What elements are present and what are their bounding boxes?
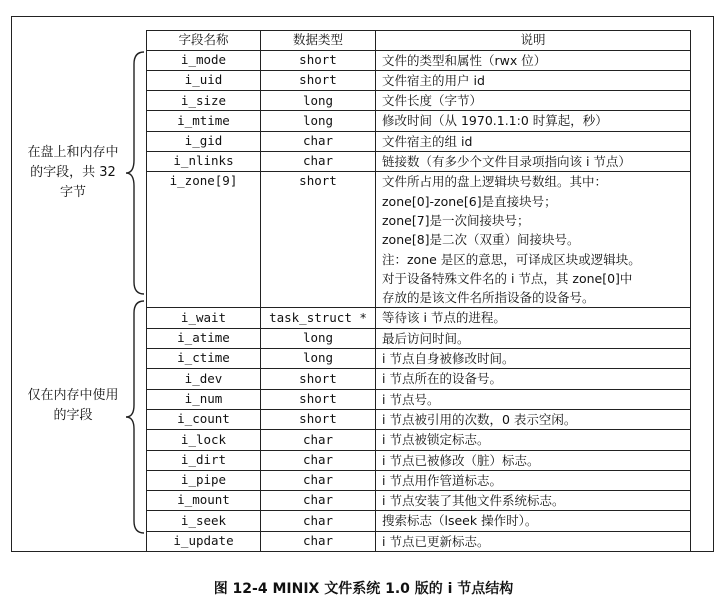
description-line: i 节点号。 bbox=[382, 391, 440, 407]
mem-group-label-line: 仅在内存中使用 bbox=[27, 388, 119, 403]
table-row bbox=[147, 430, 691, 450]
data-type-cell: short bbox=[261, 50, 376, 70]
table-row bbox=[147, 369, 691, 389]
field-name-cell: i_update bbox=[147, 531, 261, 551]
description-cell bbox=[376, 328, 691, 348]
table-row bbox=[147, 172, 691, 308]
description-line: i 节点已被修改（脏）标志。 bbox=[382, 452, 540, 468]
figure-caption: 图 12-4 MINIX 文件系统 1.0 版的 i 节点结构 bbox=[213, 581, 514, 597]
mem-group-brace bbox=[124, 299, 146, 535]
table-row bbox=[147, 152, 691, 172]
field-name-cell: i_count bbox=[147, 409, 261, 429]
description-line: 注：zone 是区的意思，可译成区块或逻辑块。 bbox=[382, 251, 641, 267]
field-name-cell: i_size bbox=[147, 91, 261, 111]
data-type-cell: long bbox=[261, 91, 376, 111]
description-cell bbox=[376, 430, 691, 450]
data-type-cell: task_struct * bbox=[261, 308, 376, 328]
description-cell bbox=[376, 531, 691, 551]
description-line: i 节点用作管道标志。 bbox=[382, 472, 502, 488]
table-row bbox=[147, 91, 691, 111]
field-name-cell: i_zone[9] bbox=[147, 172, 261, 308]
field-name-cell: i_mtime bbox=[147, 111, 261, 131]
table-row bbox=[147, 308, 691, 328]
description-line: 文件宿主的组 id bbox=[382, 133, 473, 149]
column-header-type: 数据类型 bbox=[261, 31, 376, 51]
table-row bbox=[147, 389, 691, 409]
mem-group-label-line: 的字段 bbox=[53, 408, 93, 423]
data-type-cell: char bbox=[261, 450, 376, 470]
data-type-cell: long bbox=[261, 328, 376, 348]
data-type-cell: char bbox=[261, 131, 376, 151]
description-cell bbox=[376, 152, 691, 172]
description-line: 文件宿主的用户 id bbox=[382, 72, 485, 88]
description-cell bbox=[376, 111, 691, 131]
table-row bbox=[147, 131, 691, 151]
description-cell bbox=[376, 91, 691, 111]
field-name-cell: i_nlinks bbox=[147, 152, 261, 172]
inode-structure-table bbox=[146, 30, 691, 552]
table-body bbox=[147, 50, 691, 551]
description-line: i 节点安装了其他文件系统标志。 bbox=[382, 493, 565, 509]
disk-group-label bbox=[18, 143, 128, 203]
description-line: 文件长度（字节） bbox=[382, 93, 483, 109]
data-type-cell: short bbox=[261, 409, 376, 429]
disk-group-brace bbox=[124, 50, 146, 296]
description-line: 链接数（有多少个文件目录项指向该 i 节点） bbox=[382, 154, 631, 170]
data-type-cell: char bbox=[261, 491, 376, 511]
description-line: 文件所占用的盘上逻辑块号数组。其中： bbox=[382, 174, 608, 190]
field-name-cell: i_num bbox=[147, 389, 261, 409]
table-row bbox=[147, 328, 691, 348]
description-cell bbox=[376, 450, 691, 470]
data-type-cell: char bbox=[261, 511, 376, 531]
column-header-description: 说明 bbox=[376, 31, 691, 51]
description-line: 等待该 i 节点的进程。 bbox=[382, 310, 506, 326]
description-line: 对于设备特殊文件名的 i 节点，其 zone[0]中 bbox=[382, 270, 633, 286]
description-line: zone[0]-zone[6]是直接块号； bbox=[382, 193, 557, 209]
table-row bbox=[147, 450, 691, 470]
table-header-row bbox=[147, 31, 691, 51]
field-name-cell: i_dirt bbox=[147, 450, 261, 470]
table-row bbox=[147, 349, 691, 369]
table-row bbox=[147, 111, 691, 131]
field-name-cell: i_atime bbox=[147, 328, 261, 348]
description-cell bbox=[376, 409, 691, 429]
table-row bbox=[147, 50, 691, 70]
description-cell bbox=[376, 172, 691, 308]
description-line: i 节点自身被修改时间。 bbox=[382, 351, 515, 367]
description-cell bbox=[376, 511, 691, 531]
field-name-cell: i_wait bbox=[147, 308, 261, 328]
table-row bbox=[147, 409, 691, 429]
field-name-cell: i_ctime bbox=[147, 349, 261, 369]
field-name-cell: i_gid bbox=[147, 131, 261, 151]
description-line: zone[8]是二次（双重）间接块号。 bbox=[382, 232, 580, 248]
description-cell bbox=[376, 369, 691, 389]
description-line: 文件的类型和属性（rwx 位） bbox=[382, 52, 547, 68]
description-cell bbox=[376, 389, 691, 409]
column-header-name: 字段名称 bbox=[147, 31, 261, 51]
description-cell bbox=[376, 70, 691, 90]
description-line: i 节点被引用的次数，0 表示空闲。 bbox=[382, 411, 577, 427]
description-cell bbox=[376, 349, 691, 369]
data-type-cell: long bbox=[261, 349, 376, 369]
disk-group-label-line: 的字段，共 32 bbox=[30, 165, 116, 180]
field-name-cell: i_uid bbox=[147, 70, 261, 90]
disk-group-label-line: 字节 bbox=[59, 185, 86, 200]
table-row bbox=[147, 491, 691, 511]
field-name-cell: i_pipe bbox=[147, 470, 261, 490]
field-name-cell: i_dev bbox=[147, 369, 261, 389]
table-row bbox=[147, 531, 691, 551]
description-cell bbox=[376, 50, 691, 70]
description-cell bbox=[376, 131, 691, 151]
table-row bbox=[147, 511, 691, 531]
data-type-cell: char bbox=[261, 430, 376, 450]
description-cell bbox=[376, 308, 691, 328]
field-name-cell: i_seek bbox=[147, 511, 261, 531]
description-cell bbox=[376, 491, 691, 511]
data-type-cell: short bbox=[261, 389, 376, 409]
data-type-cell: char bbox=[261, 531, 376, 551]
description-line: 搜索标志（lseek 操作时）。 bbox=[382, 513, 538, 529]
table-row bbox=[147, 70, 691, 90]
data-type-cell: char bbox=[261, 152, 376, 172]
mem-group-label bbox=[18, 386, 128, 426]
data-type-cell: short bbox=[261, 172, 376, 308]
description-line: 最后访问时间。 bbox=[382, 330, 470, 346]
data-type-cell: long bbox=[261, 111, 376, 131]
disk-group-label-line: 在盘上和内存中 bbox=[27, 145, 119, 160]
table-row bbox=[147, 470, 691, 490]
description-line: 存放的是该文件名所指设备的设备号。 bbox=[382, 290, 595, 306]
data-type-cell: short bbox=[261, 369, 376, 389]
data-type-cell: char bbox=[261, 470, 376, 490]
description-cell bbox=[376, 470, 691, 490]
field-name-cell: i_mount bbox=[147, 491, 261, 511]
description-line: i 节点被锁定标志。 bbox=[382, 432, 490, 448]
description-line: 修改时间（从 1970.1.1:0 时算起，秒） bbox=[382, 113, 608, 129]
description-line: zone[7]是一次间接块号； bbox=[382, 212, 530, 228]
field-name-cell: i_mode bbox=[147, 50, 261, 70]
description-line: i 节点所在的设备号。 bbox=[382, 371, 502, 387]
field-name-cell: i_lock bbox=[147, 430, 261, 450]
description-line: i 节点已更新标志。 bbox=[382, 533, 490, 549]
data-type-cell: short bbox=[261, 70, 376, 90]
